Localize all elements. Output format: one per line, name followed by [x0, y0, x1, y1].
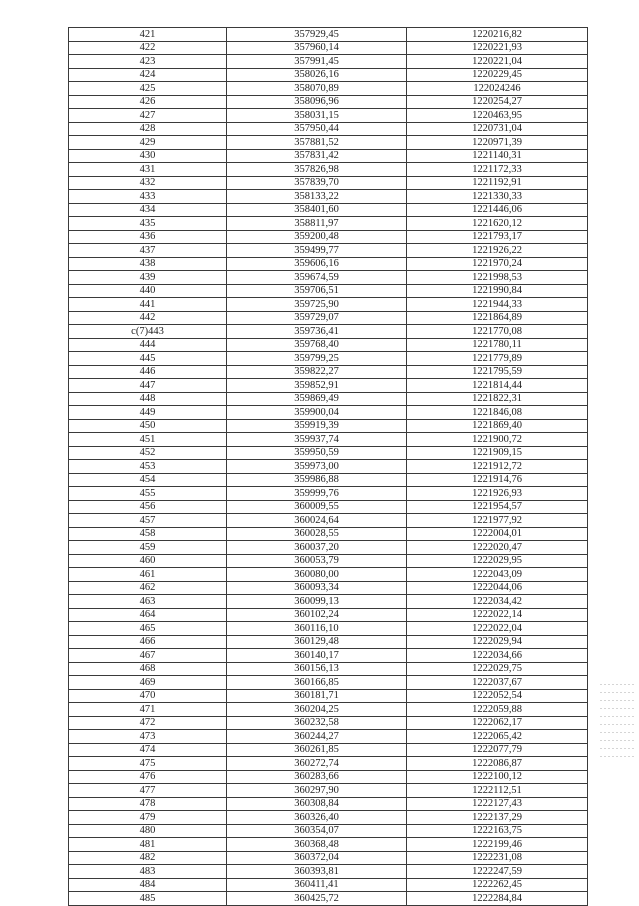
y-coordinate-cell: 1221780,11: [407, 338, 588, 352]
table-row: [69, 149, 588, 163]
point-number-cell: 463: [69, 595, 227, 609]
y-coordinate-cell: 1221990,84: [407, 284, 588, 298]
x-coordinate-cell: 360037,20: [227, 541, 407, 555]
y-coordinate-cell: 1222029,94: [407, 635, 588, 649]
point-number-cell: 436: [69, 230, 227, 244]
y-coordinate-cell: 1222043,09: [407, 568, 588, 582]
table-row: [69, 595, 588, 609]
point-number-cell: 485: [69, 892, 227, 906]
x-coordinate-cell: 360393,81: [227, 865, 407, 879]
x-coordinate-cell: 360129,48: [227, 635, 407, 649]
y-coordinate-cell: 1221793,17: [407, 230, 588, 244]
x-coordinate-cell: 360244,27: [227, 730, 407, 744]
table-row: [69, 757, 588, 771]
x-coordinate-cell: 360181,71: [227, 689, 407, 703]
y-coordinate-cell: 1222231,08: [407, 851, 588, 865]
y-coordinate-cell: 1222037,67: [407, 676, 588, 690]
x-coordinate-cell: 359729,07: [227, 311, 407, 325]
y-coordinate-cell: 1220971,39: [407, 136, 588, 150]
y-coordinate-cell: 1221846,08: [407, 406, 588, 420]
table-row: [69, 730, 588, 744]
coordinates-table: [68, 27, 588, 906]
table-row: [69, 527, 588, 541]
point-number-cell: 435: [69, 217, 227, 231]
y-coordinate-cell: 1222137,29: [407, 811, 588, 825]
point-number-cell: 469: [69, 676, 227, 690]
x-coordinate-cell: 360099,13: [227, 595, 407, 609]
x-coordinate-cell: 360024,64: [227, 514, 407, 528]
point-number-cell: 439: [69, 271, 227, 285]
point-number-cell: 449: [69, 406, 227, 420]
table-row: [69, 109, 588, 123]
table-row: [69, 865, 588, 879]
table-row: [69, 689, 588, 703]
x-coordinate-cell: 360166,85: [227, 676, 407, 690]
table-row: [69, 824, 588, 838]
y-coordinate-cell: 1221954,57: [407, 500, 588, 514]
x-coordinate-cell: 357826,98: [227, 163, 407, 177]
point-number-cell: 472: [69, 716, 227, 730]
x-coordinate-cell: 359950,59: [227, 446, 407, 460]
x-coordinate-cell: 360204,25: [227, 703, 407, 717]
x-coordinate-cell: 360261,85: [227, 743, 407, 757]
table-row: [69, 325, 588, 339]
y-coordinate-cell: 1221909,15: [407, 446, 588, 460]
y-coordinate-cell: 1221779,89: [407, 352, 588, 366]
x-coordinate-cell: 359200,48: [227, 230, 407, 244]
x-coordinate-cell: 358026,16: [227, 68, 407, 82]
point-number-cell: 423: [69, 55, 227, 69]
point-number-cell: 430: [69, 149, 227, 163]
point-number-cell: 446: [69, 365, 227, 379]
y-coordinate-cell: 1222086,87: [407, 757, 588, 771]
point-number-cell: 461: [69, 568, 227, 582]
point-number-cell: 458: [69, 527, 227, 541]
x-coordinate-cell: 359999,76: [227, 487, 407, 501]
x-coordinate-cell: 357991,45: [227, 55, 407, 69]
table-row: [69, 122, 588, 136]
table-row: [69, 338, 588, 352]
x-coordinate-cell: 360028,55: [227, 527, 407, 541]
x-coordinate-cell: 357929,45: [227, 28, 407, 42]
y-coordinate-cell: 1222077,79: [407, 743, 588, 757]
y-coordinate-cell: 1220254,27: [407, 95, 588, 109]
x-coordinate-cell: 358031,15: [227, 109, 407, 123]
table-row: [69, 460, 588, 474]
x-coordinate-cell: 359852,91: [227, 379, 407, 393]
y-coordinate-cell: 1221330,33: [407, 190, 588, 204]
y-coordinate-cell: 1222020,47: [407, 541, 588, 555]
point-number-cell: 467: [69, 649, 227, 663]
y-coordinate-cell: 1222034,66: [407, 649, 588, 663]
y-coordinate-cell: 1221172,33: [407, 163, 588, 177]
table-row: [69, 608, 588, 622]
point-number-cell: 481: [69, 838, 227, 852]
table-row: [69, 82, 588, 96]
x-coordinate-cell: 360093,34: [227, 581, 407, 595]
y-coordinate-cell: 1222029,75: [407, 662, 588, 676]
table-row: [69, 649, 588, 663]
point-number-cell: 455: [69, 487, 227, 501]
x-coordinate-cell: 360308,84: [227, 797, 407, 811]
x-coordinate-cell: 359986,88: [227, 473, 407, 487]
point-number-cell: 475: [69, 757, 227, 771]
table-row: [69, 635, 588, 649]
coordinates-table-body: [69, 28, 588, 906]
table-row: [69, 419, 588, 433]
point-number-cell: 483: [69, 865, 227, 879]
point-number-cell: 429: [69, 136, 227, 150]
y-coordinate-cell: 1222199,46: [407, 838, 588, 852]
x-coordinate-cell: 358133,22: [227, 190, 407, 204]
table-row: [69, 55, 588, 69]
table-row: [69, 500, 588, 514]
point-number-cell: 460: [69, 554, 227, 568]
x-coordinate-cell: 359725,90: [227, 298, 407, 312]
table-row: [69, 352, 588, 366]
table-row: [69, 433, 588, 447]
point-number-cell: 426: [69, 95, 227, 109]
point-number-cell: 451: [69, 433, 227, 447]
point-number-cell: 433: [69, 190, 227, 204]
x-coordinate-cell: 357960,14: [227, 41, 407, 55]
point-number-cell: 476: [69, 770, 227, 784]
y-coordinate-cell: 1220221,04: [407, 55, 588, 69]
table-row: [69, 473, 588, 487]
x-coordinate-cell: 359499,77: [227, 244, 407, 258]
x-coordinate-cell: 360102,24: [227, 608, 407, 622]
x-coordinate-cell: 359606,16: [227, 257, 407, 271]
point-number-cell: 427: [69, 109, 227, 123]
x-coordinate-cell: 360140,17: [227, 649, 407, 663]
table-row: [69, 554, 588, 568]
x-coordinate-cell: 360080,00: [227, 568, 407, 582]
point-number-cell: 450: [69, 419, 227, 433]
y-coordinate-cell: 1221770,08: [407, 325, 588, 339]
table-row: [69, 743, 588, 757]
table-row: [69, 217, 588, 231]
point-number-cell: 478: [69, 797, 227, 811]
y-coordinate-cell: 1221900,72: [407, 433, 588, 447]
y-coordinate-cell: 1221822,31: [407, 392, 588, 406]
x-coordinate-cell: 360156,13: [227, 662, 407, 676]
table-row: [69, 379, 588, 393]
table-row: [69, 811, 588, 825]
table-row: [69, 770, 588, 784]
table-row: [69, 230, 588, 244]
x-coordinate-cell: 357881,52: [227, 136, 407, 150]
x-coordinate-cell: 360053,79: [227, 554, 407, 568]
x-coordinate-cell: 360272,74: [227, 757, 407, 771]
point-number-cell: 437: [69, 244, 227, 258]
y-coordinate-cell: 1222022,04: [407, 622, 588, 636]
y-coordinate-cell: 1222284,84: [407, 892, 588, 906]
table-row: [69, 446, 588, 460]
x-coordinate-cell: 360425,72: [227, 892, 407, 906]
y-coordinate-cell: 1222004,01: [407, 527, 588, 541]
point-number-cell: 484: [69, 878, 227, 892]
point-number-cell: 464: [69, 608, 227, 622]
y-coordinate-cell: 1222112,51: [407, 784, 588, 798]
y-coordinate-cell: 1221795,59: [407, 365, 588, 379]
table-row: [69, 487, 588, 501]
x-coordinate-cell: 360411,41: [227, 878, 407, 892]
x-coordinate-cell: 359973,00: [227, 460, 407, 474]
y-coordinate-cell: 1220229,45: [407, 68, 588, 82]
point-number-cell: 421: [69, 28, 227, 42]
x-coordinate-cell: 359768,40: [227, 338, 407, 352]
x-coordinate-cell: 358811,97: [227, 217, 407, 231]
y-coordinate-cell: 1222029,95: [407, 554, 588, 568]
point-number-cell: 438: [69, 257, 227, 271]
table-row: [69, 95, 588, 109]
table-row: [69, 136, 588, 150]
x-coordinate-cell: 359706,51: [227, 284, 407, 298]
point-number-cell: 474: [69, 743, 227, 757]
y-coordinate-cell: 1222247,59: [407, 865, 588, 879]
x-coordinate-cell: 359937,74: [227, 433, 407, 447]
x-coordinate-cell: 359900,04: [227, 406, 407, 420]
x-coordinate-cell: 359822,27: [227, 365, 407, 379]
table-row: [69, 28, 588, 42]
y-coordinate-cell: 1220221,93: [407, 41, 588, 55]
table-row: [69, 514, 588, 528]
x-coordinate-cell: 359869,49: [227, 392, 407, 406]
point-number-cell: 432: [69, 176, 227, 190]
scan-artifact: [600, 684, 636, 779]
point-number-cell: 470: [69, 689, 227, 703]
point-number-cell: 452: [69, 446, 227, 460]
table-row: [69, 68, 588, 82]
table-row: [69, 676, 588, 690]
point-number-cell: 448: [69, 392, 227, 406]
y-coordinate-cell: 1221620,12: [407, 217, 588, 231]
x-coordinate-cell: 360354,07: [227, 824, 407, 838]
x-coordinate-cell: 360009,55: [227, 500, 407, 514]
point-number-cell: 441: [69, 298, 227, 312]
y-coordinate-cell: 1222052,54: [407, 689, 588, 703]
y-coordinate-cell: 1222100,12: [407, 770, 588, 784]
table-row: [69, 284, 588, 298]
table-row: [69, 271, 588, 285]
point-number-cell: 425: [69, 82, 227, 96]
point-number-cell: 428: [69, 122, 227, 136]
table-row: [69, 568, 588, 582]
point-number-cell: 462: [69, 581, 227, 595]
y-coordinate-cell: 122024246: [407, 82, 588, 96]
x-coordinate-cell: 360232,58: [227, 716, 407, 730]
y-coordinate-cell: 1221977,92: [407, 514, 588, 528]
y-coordinate-cell: 1220463,95: [407, 109, 588, 123]
table-row: [69, 365, 588, 379]
y-coordinate-cell: 1222034,42: [407, 595, 588, 609]
table-row: [69, 541, 588, 555]
y-coordinate-cell: 1222065,42: [407, 730, 588, 744]
table-row: [69, 797, 588, 811]
table-row: [69, 392, 588, 406]
y-coordinate-cell: 1222044,06: [407, 581, 588, 595]
x-coordinate-cell: 360368,48: [227, 838, 407, 852]
y-coordinate-cell: 1222062,17: [407, 716, 588, 730]
y-coordinate-cell: 1221869,40: [407, 419, 588, 433]
point-number-cell: 442: [69, 311, 227, 325]
y-coordinate-cell: 1221914,76: [407, 473, 588, 487]
x-coordinate-cell: 357950,44: [227, 122, 407, 136]
y-coordinate-cell: 1221926,93: [407, 487, 588, 501]
table-row: [69, 892, 588, 906]
point-number-cell: 459: [69, 541, 227, 555]
y-coordinate-cell: 1221944,33: [407, 298, 588, 312]
x-coordinate-cell: 360297,90: [227, 784, 407, 798]
y-coordinate-cell: 1221192,91: [407, 176, 588, 190]
x-coordinate-cell: 360283,66: [227, 770, 407, 784]
table-row: [69, 298, 588, 312]
point-number-cell: 479: [69, 811, 227, 825]
table-row: [69, 190, 588, 204]
x-coordinate-cell: 358070,89: [227, 82, 407, 96]
point-number-cell: 466: [69, 635, 227, 649]
point-number-cell: 453: [69, 460, 227, 474]
table-row: [69, 838, 588, 852]
table-row: [69, 257, 588, 271]
table-row: [69, 878, 588, 892]
table-row: [69, 716, 588, 730]
point-number-cell: 444: [69, 338, 227, 352]
x-coordinate-cell: 358401,60: [227, 203, 407, 217]
table-row: [69, 244, 588, 258]
point-number-cell: 424: [69, 68, 227, 82]
point-number-cell: 477: [69, 784, 227, 798]
y-coordinate-cell: 1222059,88: [407, 703, 588, 717]
table-row: [69, 163, 588, 177]
x-coordinate-cell: 360372,04: [227, 851, 407, 865]
y-coordinate-cell: 1221926,22: [407, 244, 588, 258]
point-number-cell: 445: [69, 352, 227, 366]
y-coordinate-cell: 1220216,82: [407, 28, 588, 42]
point-number-cell: 468: [69, 662, 227, 676]
x-coordinate-cell: 357831,42: [227, 149, 407, 163]
table-row: [69, 622, 588, 636]
table-row: [69, 406, 588, 420]
point-number-cell: 422: [69, 41, 227, 55]
point-number-cell: 480: [69, 824, 227, 838]
y-coordinate-cell: 1222022,14: [407, 608, 588, 622]
y-coordinate-cell: 1221814,44: [407, 379, 588, 393]
y-coordinate-cell: 1221912,72: [407, 460, 588, 474]
y-coordinate-cell: 1221446,06: [407, 203, 588, 217]
y-coordinate-cell: 1221998,53: [407, 271, 588, 285]
x-coordinate-cell: 359799,25: [227, 352, 407, 366]
point-number-cell: 457: [69, 514, 227, 528]
point-number-cell: 456: [69, 500, 227, 514]
table-row: [69, 581, 588, 595]
y-coordinate-cell: 1222163,75: [407, 824, 588, 838]
table-row: [69, 311, 588, 325]
table-row: [69, 662, 588, 676]
table-row: [69, 176, 588, 190]
table-row: [69, 203, 588, 217]
point-number-cell: 440: [69, 284, 227, 298]
point-number-cell: 473: [69, 730, 227, 744]
point-number-cell: 434: [69, 203, 227, 217]
y-coordinate-cell: 1221864,89: [407, 311, 588, 325]
y-coordinate-cell: 1221970,24: [407, 257, 588, 271]
x-coordinate-cell: 357839,70: [227, 176, 407, 190]
point-number-cell: 431: [69, 163, 227, 177]
table-row: [69, 41, 588, 55]
point-number-cell: 465: [69, 622, 227, 636]
point-number-cell: c(7)443: [69, 325, 227, 339]
y-coordinate-cell: 1220731,04: [407, 122, 588, 136]
x-coordinate-cell: 360116,10: [227, 622, 407, 636]
point-number-cell: 482: [69, 851, 227, 865]
x-coordinate-cell: 359674,59: [227, 271, 407, 285]
x-coordinate-cell: 359736,41: [227, 325, 407, 339]
x-coordinate-cell: 359919,39: [227, 419, 407, 433]
point-number-cell: 454: [69, 473, 227, 487]
y-coordinate-cell: 1222262,45: [407, 878, 588, 892]
y-coordinate-cell: 1221140,31: [407, 149, 588, 163]
x-coordinate-cell: 360326,40: [227, 811, 407, 825]
table-row: [69, 703, 588, 717]
y-coordinate-cell: 1222127,43: [407, 797, 588, 811]
point-number-cell: 447: [69, 379, 227, 393]
point-number-cell: 471: [69, 703, 227, 717]
x-coordinate-cell: 358096,96: [227, 95, 407, 109]
table-row: [69, 851, 588, 865]
table-row: [69, 784, 588, 798]
